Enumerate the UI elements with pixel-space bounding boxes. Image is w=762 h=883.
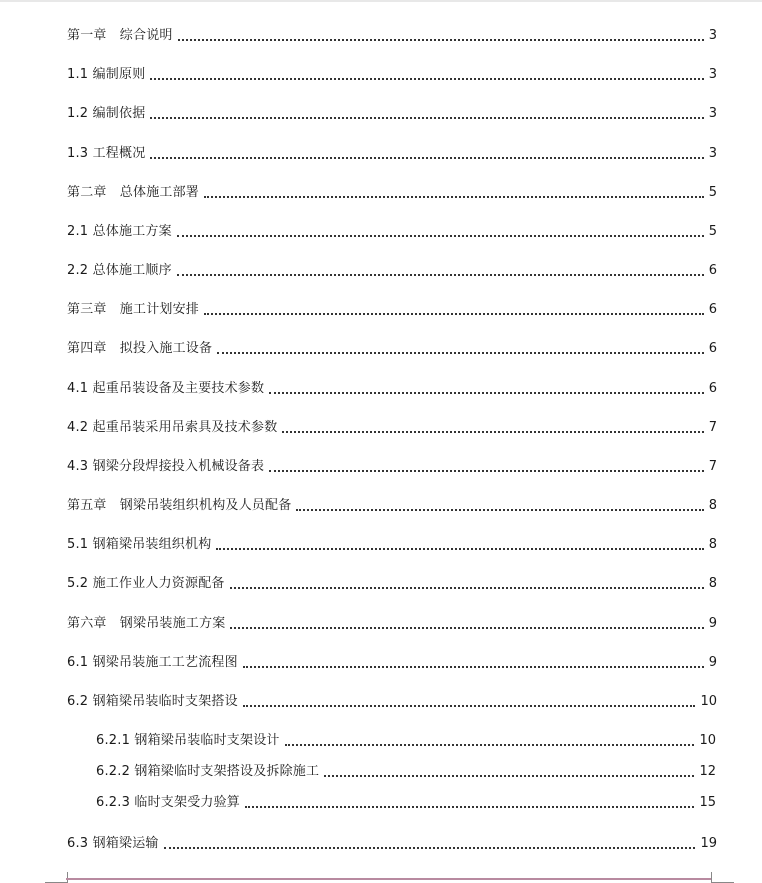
toc-entry[interactable] — [67, 836, 717, 852]
toc-entry-label: 6.2.2 钢箱梁临时支架搭设及拆除施工 — [96, 764, 320, 779]
toc-entry-label: 4.2 起重吊装采用吊索具及技术参数 — [67, 420, 278, 435]
toc-entry[interactable] — [67, 537, 717, 553]
page-corner-mark-right — [711, 872, 734, 883]
toc-entry-label: 第一章 综合说明 — [67, 28, 173, 43]
dot-leader — [177, 235, 704, 237]
toc-entry-page: 9 — [708, 616, 717, 631]
toc-subentry[interactable] — [96, 733, 716, 749]
toc-entry-label: 5.1 钢箱梁吊装组织机构 — [67, 537, 212, 552]
toc-entry[interactable] — [67, 694, 717, 710]
toc-entry-label: 2.2 总体施工顺序 — [67, 263, 172, 278]
toc-entry[interactable] — [67, 106, 717, 122]
dot-leader — [296, 509, 703, 511]
toc-entry-page: 10 — [700, 694, 717, 709]
toc-entry-label: 5.2 施工作业人力资源配备 — [67, 576, 225, 591]
toc-entry[interactable] — [67, 67, 717, 83]
toc-entry-page: 6 — [708, 381, 717, 396]
dot-leader — [245, 806, 694, 808]
dot-leader — [282, 431, 703, 433]
dot-leader — [150, 78, 703, 80]
dot-leader — [177, 274, 704, 276]
toc-entry-label: 第五章 钢梁吊装组织机构及人员配备 — [67, 498, 292, 513]
toc-subentry[interactable] — [96, 764, 716, 780]
toc-entry-page: 3 — [708, 28, 717, 43]
toc-entry-label: 4.1 起重吊装设备及主要技术参数 — [67, 381, 265, 396]
toc-entry-page: 7 — [708, 459, 717, 474]
toc-entry-label: 第六章 钢梁吊装施工方案 — [67, 616, 226, 631]
toc-entry-page: 6 — [708, 263, 717, 278]
toc-entry[interactable] — [67, 341, 717, 357]
toc-entry-page: 15 — [699, 795, 716, 810]
toc-entry-label: 1.3 工程概况 — [67, 146, 146, 161]
dot-leader — [269, 392, 704, 394]
toc-entry-page: 7 — [708, 420, 717, 435]
dot-leader — [204, 313, 704, 315]
toc-entry-page: 5 — [708, 185, 717, 200]
dot-leader — [204, 196, 704, 198]
toc-entry[interactable] — [67, 381, 717, 397]
toc-entry-label: 6.1 钢梁吊装施工工艺流程图 — [67, 655, 238, 670]
dot-leader — [324, 775, 694, 777]
toc-entry-page: 10 — [699, 733, 716, 748]
toc-entry-label: 6.2.3 临时支架受力验算 — [96, 795, 241, 810]
toc-entry-page: 3 — [708, 106, 717, 121]
toc-entry-label: 1.2 编制依据 — [67, 106, 146, 121]
toc-entry-label: 6.2 钢箱梁吊装临时支架搭设 — [67, 694, 238, 709]
toc-entry[interactable] — [67, 185, 717, 201]
dot-leader — [230, 627, 703, 629]
dot-leader — [150, 157, 703, 159]
dot-leader — [285, 744, 695, 746]
toc-entry-page: 8 — [708, 537, 717, 552]
toc-entry-page: 8 — [708, 498, 717, 513]
toc-entry[interactable] — [67, 28, 717, 44]
toc-entry-page: 6 — [708, 302, 717, 317]
toc-entry-label: 6.2.1 钢箱梁吊装临时支架设计 — [96, 733, 280, 748]
toc-entry[interactable] — [67, 655, 717, 671]
toc-entry[interactable] — [67, 263, 717, 279]
page-bottom-rule — [66, 878, 712, 880]
toc-entry-label: 第二章 总体施工部署 — [67, 185, 200, 200]
toc-entry-page: 6 — [708, 341, 717, 356]
toc-subentry[interactable] — [96, 795, 716, 811]
toc-entry-page: 8 — [708, 576, 717, 591]
dot-leader — [243, 705, 696, 707]
toc-entry[interactable] — [67, 146, 717, 162]
toc-entry-label: 第四章 拟投入施工设备 — [67, 341, 213, 356]
dot-leader — [217, 352, 704, 354]
dot-leader — [269, 470, 704, 472]
toc-entry[interactable] — [67, 224, 717, 240]
toc-entry-label: 6.3 钢箱梁运输 — [67, 836, 159, 851]
toc-entry[interactable] — [67, 576, 717, 592]
dot-leader — [243, 666, 704, 668]
toc-entry[interactable] — [67, 616, 717, 632]
toc-entry-page: 12 — [699, 764, 716, 779]
toc-entry-label: 1.1 编制原则 — [67, 67, 146, 82]
page-corner-mark-left — [45, 872, 68, 883]
toc-entry-label: 4.3 钢梁分段焊接投入机械设备表 — [67, 459, 265, 474]
dot-leader — [216, 548, 703, 550]
toc-entry-page: 3 — [708, 67, 717, 82]
toc-entry-page: 9 — [708, 655, 717, 670]
dot-leader — [164, 847, 696, 849]
dot-leader — [150, 117, 703, 119]
toc-entry[interactable] — [67, 302, 717, 318]
toc-entry[interactable] — [67, 498, 717, 514]
toc-entry-page: 5 — [708, 224, 717, 239]
toc-entry[interactable] — [67, 459, 717, 475]
toc-entry-page: 19 — [700, 836, 717, 851]
toc-entry[interactable] — [67, 420, 717, 436]
toc-entry-label: 第三章 施工计划安排 — [67, 302, 200, 317]
dot-leader — [178, 39, 704, 41]
toc-entry-label: 2.1 总体施工方案 — [67, 224, 172, 239]
dot-leader — [230, 587, 704, 589]
toc-entry-page: 3 — [708, 146, 717, 161]
